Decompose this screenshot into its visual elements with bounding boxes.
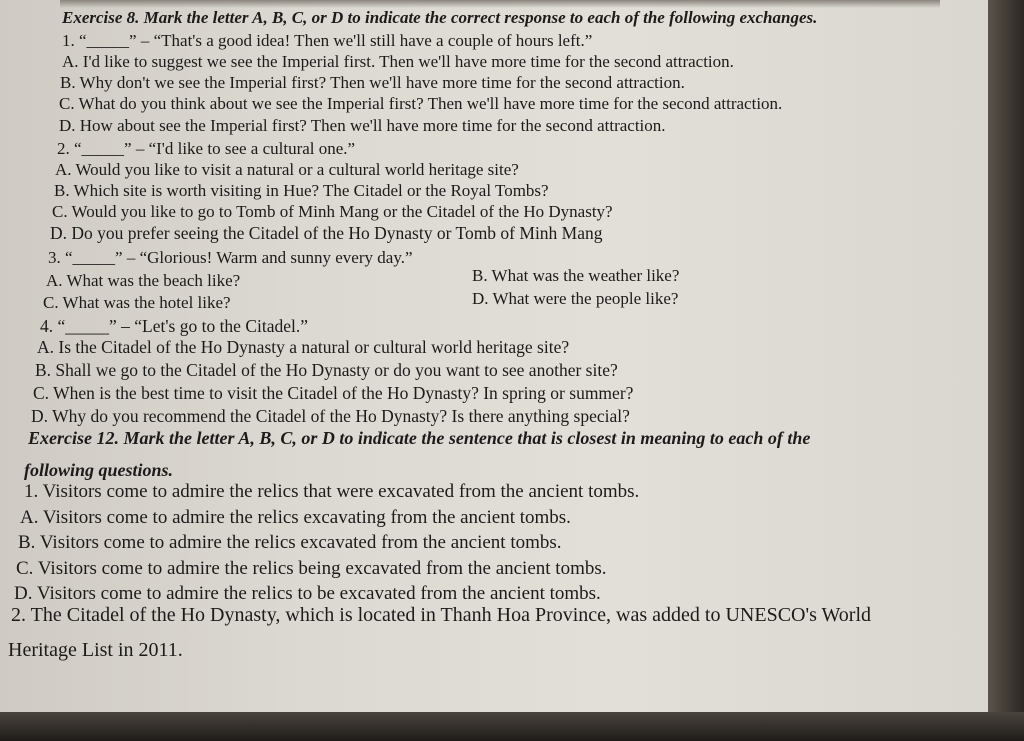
ex8-q4-option-c: C. When is the best time to visit the Citadel of the Ho Dynasty? In spring or summer? xyxy=(33,383,634,403)
exercise12-heading-line2: following questions. xyxy=(24,460,174,480)
ex8-q2-stem: 2. “_____” – “I'd like to see a cultural one.” xyxy=(57,139,356,158)
exercise12-heading-line1: Exercise 12. Mark the letter A, B, C, or D to indicate the sentence that is closest in meaning to each of the xyxy=(28,428,811,448)
ex8-q3-stem: 3. “_____” – “Glorious! Warm and sunny every day.” xyxy=(48,248,413,267)
ex8-q3-option-b: B. What was the weather like? xyxy=(472,266,680,285)
ex12-q1-stem: 1. Visitors come to admire the relics that were excavated from the ancient tombs. xyxy=(24,481,640,502)
table-edge-bottom xyxy=(0,712,1024,741)
ex8-q1-option-b: B. Why don't we see the Imperial first? Then we'll have more time for the second attraction. xyxy=(60,73,685,92)
table-edge-right xyxy=(988,0,1024,741)
ex8-q1-option-c: C. What do you think about we see the Imperial first? Then we'll have more time for the second attraction. xyxy=(59,94,783,113)
ex8-q2-option-b: B. Which site is worth visiting in Hue? The Citadel or the Royal Tombs? xyxy=(54,181,549,200)
ex8-q4-option-d: D. Why do you recommend the Citadel of the Ho Dynasty? Is there anything special? xyxy=(31,406,630,426)
ex8-q1-option-a: A. I'd like to suggest we see the Imperial first. Then we'll have more time for the second attraction. xyxy=(62,52,734,71)
ex8-q2-option-c: C. Would you like to go to Tomb of Minh Mang or the Citadel of the Ho Dynasty? xyxy=(52,202,613,221)
ex8-q2-option-d: D. Do you prefer seeing the Citadel of the Ho Dynasty or Tomb of Minh Mang xyxy=(50,223,603,243)
ex8-q4-option-a: A. Is the Citadel of the Ho Dynasty a natural or cultural world heritage site? xyxy=(37,337,570,357)
exercise8-heading: Exercise 8. Mark the letter A, B, C, or D to indicate the correct response to each of the following exchanges. xyxy=(62,8,818,27)
ex8-q4-stem: 4. “_____” – “Let's go to the Citadel.” xyxy=(40,316,309,336)
ex12-q1-option-d: D. Visitors come to admire the relics to be excavated from the ancient tombs. xyxy=(14,583,601,604)
ex8-q4-option-b: B. Shall we go to the Citadel of the Ho Dynasty or do you want to see another site? xyxy=(35,360,618,380)
ex12-q1-option-a: A. Visitors come to admire the relics excavating from the ancient tombs. xyxy=(20,507,571,528)
ex8-q1-stem: 1. “_____” – “That's a good idea! Then we'll still have a couple of hours left.” xyxy=(62,31,593,50)
ex8-q3-option-a: A. What was the beach like? xyxy=(46,271,241,290)
ex8-q1-option-d: D. How about see the Imperial first? Then we'll have more time for the second attraction. xyxy=(59,116,666,135)
page-top-shadow xyxy=(60,0,940,8)
ex8-q3-option-c: C. What was the hotel like? xyxy=(43,293,231,312)
ex12-q2-stem-line1: 2. The Citadel of the Ho Dynasty, which is located in Thanh Hoa Province, was added to UNESCO's World xyxy=(11,604,871,626)
ex12-q1-option-c: C. Visitors come to admire the relics being excavated from the ancient tombs. xyxy=(16,558,607,579)
ex8-q3-option-d: D. What were the people like? xyxy=(472,289,679,308)
ex12-q1-option-b: B. Visitors come to admire the relics excavated from the ancient tombs. xyxy=(18,532,562,553)
ex12-q2-stem-line2: Heritage List in 2011. xyxy=(8,639,183,661)
ex8-q2-option-a: A. Would you like to visit a natural or a cultural world heritage site? xyxy=(55,160,519,179)
